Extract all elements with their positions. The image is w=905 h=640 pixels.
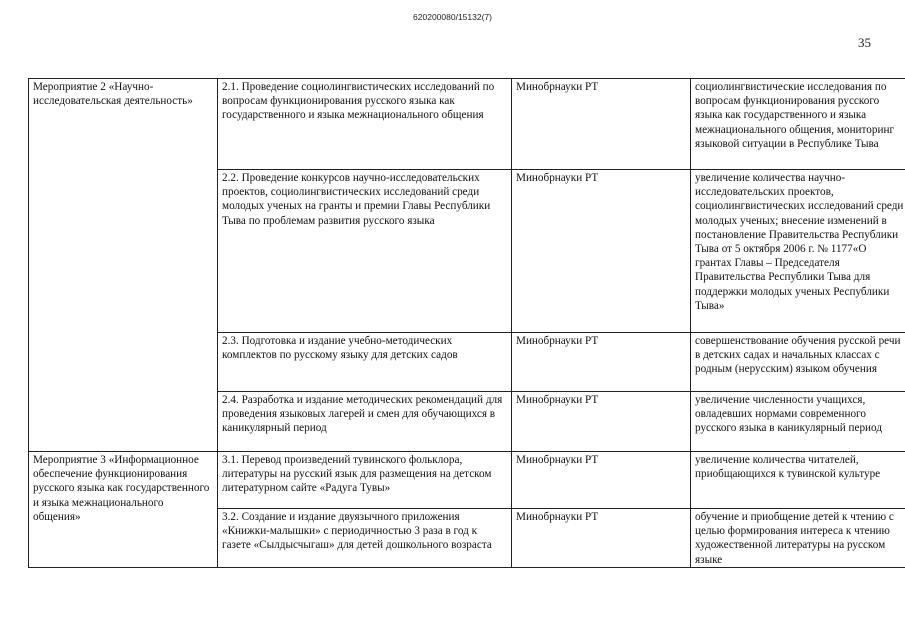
executor-cell: Минобрнауки РТ xyxy=(512,392,691,452)
action-cell: 2.1. Проведение социолингвистических исследований по вопросам функционирования русского языка как государственного и языка межнационального общения xyxy=(218,79,512,170)
page-number: 35 xyxy=(858,35,871,50)
executor-cell: Минобрнауки РТ xyxy=(512,509,691,568)
result-cell: социолингвистические исследования по вопросам функционирования русского языка как государственного и языка межнационального общения, мониторинг языковой ситуации в Республике Тыва xyxy=(691,79,905,170)
event-cell: Мероприятие 3 «Информационное обеспечение функционирования русского языка как государственного и языка межнационального общения» xyxy=(29,452,218,568)
action-cell: 3.1. Перевод произведений тувинского фольклора, литературы на русский язык для размещения на детском литературном сайте «Радуга Тувы» xyxy=(218,452,512,509)
result-cell: совершенствование обучения русской речи в детских садах и начальных классах с родным (нерусским) языком обучения xyxy=(691,333,905,392)
executor-cell: Минобрнауки РТ xyxy=(512,452,691,509)
action-cell: 2.2. Проведение конкурсов научно-исследовательских проектов, социолингвистических исследований среди молодых ученых на гранты и премии Главы Республики Тыва по проблемам развития русского языка xyxy=(218,170,512,333)
event-cell: Мероприятие 2 «Научно-исследовательская деятельность» xyxy=(29,79,218,452)
result-cell: увеличение численности учащихся, овладевших нормами современного русского языка в каникулярный период xyxy=(691,392,905,452)
result-cell: увеличение количества читателей, приобщающихся к тувинской культуре xyxy=(691,452,905,509)
document-id: 620200080/15132(7) xyxy=(413,12,492,22)
action-cell: 3.2. Создание и издание двуязычного приложения «Книжки-малышки» с периодичностью 3 раза в год к газете «Сылдысчыгаш» для детей дошкольного возраста xyxy=(218,509,512,568)
result-cell: обучение и приобщение детей к чтению с целью формирования интереса к чтению художественной литературы на русском языке xyxy=(691,509,905,568)
action-cell: 2.4. Разработка и издание методических рекомендаций для проведения языковых лагерей и смен для обучающихся в каникулярный период xyxy=(218,392,512,452)
action-cell: 2.3. Подготовка и издание учебно-методических комплектов по русскому языку для детских садов xyxy=(218,333,512,392)
executor-cell: Минобрнауки РТ xyxy=(512,333,691,392)
table-row xyxy=(29,79,905,170)
table-row xyxy=(29,452,905,509)
executor-cell: Минобрнауки РТ xyxy=(512,79,691,170)
result-cell: увеличение количества научно-исследовательских проектов, социолингвистических исследований среди молодых ученых; внесение изменений в постановление Правительства Республики Тыва от 5 октября 2006 г. № 1177«О грантах Главы – Председателя Правительства Республики Тыва для поддержки молодых ученых Республики Тыва» xyxy=(691,170,905,333)
program-activities-table xyxy=(28,78,905,568)
executor-cell: Минобрнауки РТ xyxy=(512,170,691,333)
